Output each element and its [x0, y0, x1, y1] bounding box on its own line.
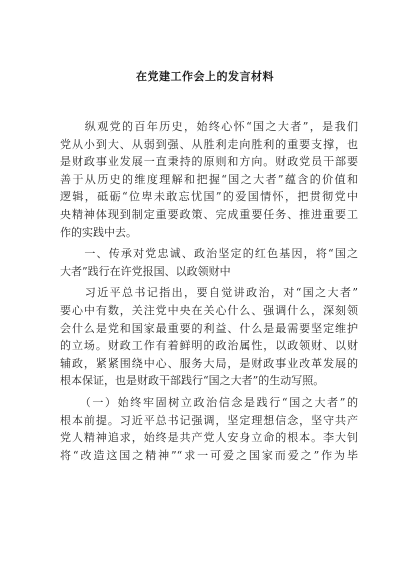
- text-line: 会什么是党和国家最重要的利益、什么是最需要坚定维护: [60, 321, 358, 335]
- text-line: 一、传承对党忠诚、政治坚定的红色基因，将“国之: [60, 247, 358, 261]
- text-line: 党从小到大、从弱到强、从胜利走向胜利的重要支撑，也: [60, 137, 358, 151]
- text-line: 将“改造这国之精神”“求一可爱之国家而爱之”作为毕: [60, 448, 358, 462]
- paragraph-body-2: [60, 394, 358, 464]
- text-line: 根本保证，也是财政干部践行“国之大者”的生动写照。: [60, 374, 325, 388]
- text-line: 习近平总书记指出，要自觉讲政治，对“国之大者”: [60, 286, 358, 300]
- text-line: 大者”践行在许党报国、以政领财中: [60, 264, 231, 278]
- text-line: 善于从历史的维度理解和把握“国之大者”蕴含的价值和: [60, 172, 358, 186]
- document-title: 在党建工作会上的发言材料: [136, 70, 274, 83]
- text-line: 要心中有数，关注党中央在关心什么、强调什么，深刻领: [60, 303, 358, 317]
- text-line: 辅政，紧紧围绕中心、服务大局，是财政事业改革发展的: [60, 356, 358, 370]
- text-line: 逻辑，砥砺“位卑未敢忘忧国”的爱国情怀，把贯彻党中: [60, 190, 358, 204]
- section-heading-1: [60, 245, 358, 280]
- text-line: 纵观党的百年历史，始终心怀“国之大者”，是我们: [60, 120, 358, 133]
- document-body: [60, 118, 358, 464]
- paragraph-intro: [60, 118, 358, 241]
- text-line: 党人精神追求，始终是共产党人安身立命的根本。李大钊: [60, 431, 358, 445]
- paragraph-body-1: [60, 284, 358, 390]
- text-line: 根本前提。习近平总书记强调，坚定理想信念，坚守共产: [60, 413, 358, 427]
- text-line: 是财政事业发展一直秉持的原则和方向。财政党员干部要: [60, 155, 358, 169]
- text-line: 央精神体现到制定重要政策、完成重要任务、推进重要工: [60, 207, 358, 221]
- text-line: 的立场。财政工作有着鲜明的政治属性，以政领财、以财: [60, 339, 358, 353]
- text-line: （一）始终牢固树立政治信念是践行“国之大者”的: [60, 395, 358, 409]
- text-line: 作的实践中去。: [60, 225, 137, 239]
